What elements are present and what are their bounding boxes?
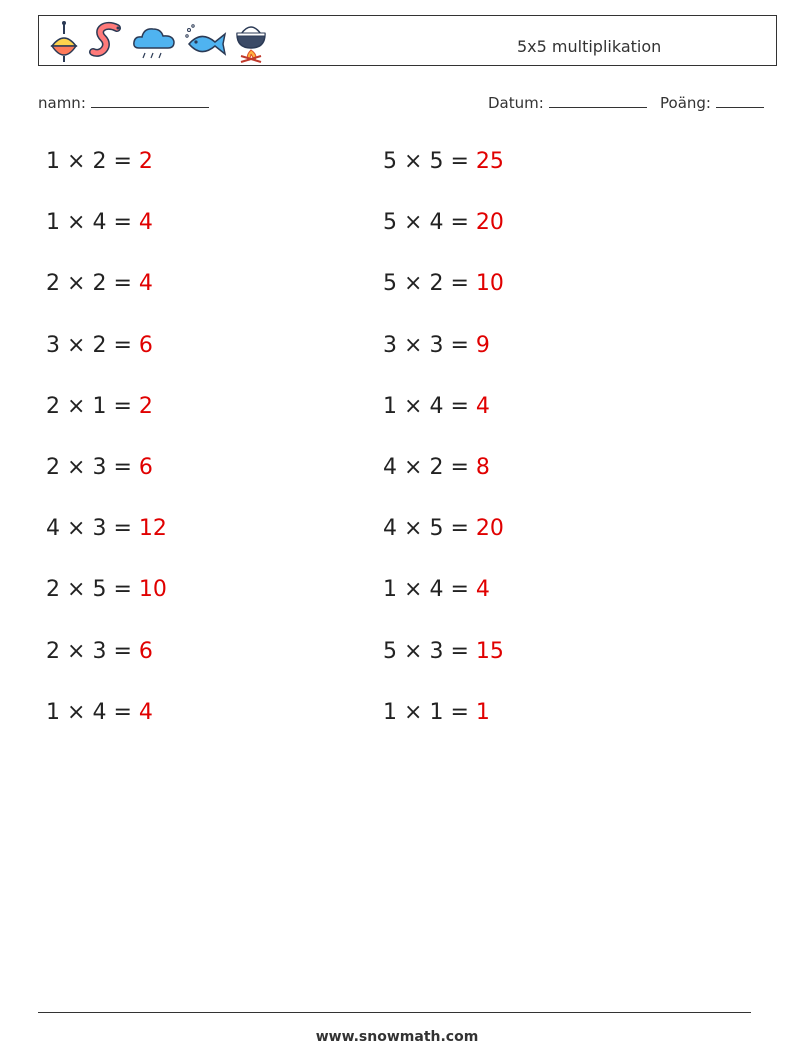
footer-divider xyxy=(38,1012,751,1013)
answer: 4 xyxy=(475,393,490,419)
equals-sign: = xyxy=(450,149,469,174)
answer: 10 xyxy=(138,577,167,603)
problem-left-9 xyxy=(46,639,153,664)
date-label: Datum: xyxy=(488,94,544,112)
times-sign: × xyxy=(67,149,86,174)
equals-sign: = xyxy=(450,332,469,358)
operand-b: 3 xyxy=(92,455,107,480)
times-sign: × xyxy=(67,577,86,603)
operand-b: 5 xyxy=(429,149,444,174)
operand-a: 2 xyxy=(46,638,60,664)
operand-b: 3 xyxy=(429,332,444,358)
name-label: namn: xyxy=(38,94,86,112)
equals-sign: = xyxy=(450,210,469,236)
operand-a: 2 xyxy=(46,393,60,419)
equals-sign: = xyxy=(450,577,469,603)
problem-right-10 xyxy=(383,700,490,725)
problem-right-4 xyxy=(383,333,490,358)
operand-a: 5 xyxy=(383,638,397,664)
equals-sign: = xyxy=(450,638,469,664)
operand-b: 4 xyxy=(92,699,107,725)
operand-a: 1 xyxy=(46,699,60,725)
operand-b: 3 xyxy=(92,638,107,664)
times-sign: × xyxy=(404,332,423,358)
operand-b: 1 xyxy=(92,393,107,419)
problem-right-8 xyxy=(383,577,490,602)
times-sign: × xyxy=(67,210,86,236)
score-line xyxy=(716,93,764,108)
answer: 2 xyxy=(138,393,153,419)
answer: 8 xyxy=(475,455,490,480)
fishing-float-icon xyxy=(47,20,81,64)
problem-right-7 xyxy=(383,516,504,541)
campfire-pot-icon xyxy=(233,20,269,64)
times-sign: × xyxy=(67,393,86,419)
problem-left-8 xyxy=(46,577,167,602)
operand-b: 5 xyxy=(92,577,107,603)
times-sign: × xyxy=(404,638,423,664)
answer: 9 xyxy=(475,332,490,358)
equals-sign: = xyxy=(450,699,469,725)
fish-icon xyxy=(183,20,227,64)
problem-left-10 xyxy=(46,700,153,725)
rain-cloud-icon xyxy=(131,20,177,64)
times-sign: × xyxy=(67,699,86,725)
operand-a: 3 xyxy=(383,332,397,358)
operand-a: 5 xyxy=(383,210,397,236)
answer: 20 xyxy=(475,516,504,542)
date-field xyxy=(488,93,647,112)
equals-sign: = xyxy=(113,699,132,725)
operand-a: 1 xyxy=(46,149,60,174)
icon-strip xyxy=(47,20,269,64)
times-sign: × xyxy=(404,455,423,480)
equals-sign: = xyxy=(113,455,132,480)
equals-sign: = xyxy=(450,516,469,542)
operand-b: 2 xyxy=(92,332,107,358)
equals-sign: = xyxy=(113,638,132,664)
score-field xyxy=(660,93,764,112)
operand-a: 4 xyxy=(383,455,397,480)
problem-left-6 xyxy=(46,455,153,480)
times-sign: × xyxy=(404,149,423,174)
times-sign: × xyxy=(404,210,423,236)
equals-sign: = xyxy=(450,393,469,419)
problem-left-2 xyxy=(46,210,153,235)
operand-a: 2 xyxy=(46,455,60,480)
equals-sign: = xyxy=(113,332,132,358)
operand-a: 2 xyxy=(46,577,60,603)
operand-b: 4 xyxy=(92,210,107,236)
problem-right-9 xyxy=(383,639,504,664)
problem-left-3 xyxy=(46,271,153,296)
operand-a: 2 xyxy=(46,271,60,297)
operand-b: 2 xyxy=(92,149,107,174)
answer: 25 xyxy=(475,149,504,174)
footer-url: www.snowmath.com xyxy=(315,1029,479,1045)
answer: 12 xyxy=(138,516,167,542)
operand-b: 2 xyxy=(429,455,444,480)
name-line xyxy=(91,93,209,108)
operand-b: 3 xyxy=(429,638,444,664)
times-sign: × xyxy=(67,271,86,297)
equals-sign: = xyxy=(113,271,132,297)
times-sign: × xyxy=(404,516,423,542)
equals-sign: = xyxy=(450,455,469,480)
date-line xyxy=(549,93,647,108)
answer: 4 xyxy=(138,271,153,297)
answer: 1 xyxy=(475,699,490,725)
operand-b: 2 xyxy=(429,271,444,297)
operand-a: 1 xyxy=(383,577,397,603)
answer: 4 xyxy=(138,210,153,236)
score-label: Poäng: xyxy=(660,94,711,112)
operand-b: 2 xyxy=(92,271,107,297)
times-sign: × xyxy=(404,271,423,297)
problem-left-1 xyxy=(46,149,153,174)
problem-right-3 xyxy=(383,271,504,296)
problem-left-7 xyxy=(46,516,167,541)
operand-a: 1 xyxy=(46,210,60,236)
problem-left-5 xyxy=(46,394,153,419)
answer: 20 xyxy=(475,210,504,236)
operand-b: 4 xyxy=(429,393,444,419)
answer: 4 xyxy=(475,577,490,603)
operand-b: 3 xyxy=(92,516,107,542)
answer: 6 xyxy=(138,455,153,480)
times-sign: × xyxy=(67,516,86,542)
problem-right-2 xyxy=(383,210,504,235)
equals-sign: = xyxy=(113,516,132,542)
times-sign: × xyxy=(404,699,423,725)
operand-b: 4 xyxy=(429,577,444,603)
name-field xyxy=(38,93,209,112)
problem-right-6 xyxy=(383,455,490,480)
times-sign: × xyxy=(67,332,86,358)
operand-a: 3 xyxy=(46,332,60,358)
operand-a: 4 xyxy=(383,516,397,542)
operand-b: 1 xyxy=(429,699,444,725)
times-sign: × xyxy=(404,393,423,419)
operand-b: 5 xyxy=(429,516,444,542)
equals-sign: = xyxy=(113,149,132,174)
operand-a: 5 xyxy=(383,271,397,297)
answer: 4 xyxy=(138,699,153,725)
problem-left-4 xyxy=(46,333,153,358)
worm-icon xyxy=(87,20,125,64)
equals-sign: = xyxy=(113,210,132,236)
problem-right-5 xyxy=(383,394,490,419)
equals-sign: = xyxy=(450,271,469,297)
equals-sign: = xyxy=(113,393,132,419)
answer: 2 xyxy=(138,149,153,174)
times-sign: × xyxy=(67,455,86,480)
equals-sign: = xyxy=(113,577,132,603)
operand-a: 4 xyxy=(46,516,60,542)
answer: 6 xyxy=(138,332,153,358)
problem-right-1 xyxy=(383,149,504,174)
times-sign: × xyxy=(404,577,423,603)
worksheet-title: 5x5 multiplikation xyxy=(517,37,662,56)
operand-a: 1 xyxy=(383,699,397,725)
header-box xyxy=(38,15,777,66)
times-sign: × xyxy=(67,638,86,664)
answer: 10 xyxy=(475,271,504,297)
operand-a: 5 xyxy=(383,149,397,174)
operand-a: 1 xyxy=(383,393,397,419)
answer: 6 xyxy=(138,638,153,664)
answer: 15 xyxy=(475,638,504,664)
operand-b: 4 xyxy=(429,210,444,236)
